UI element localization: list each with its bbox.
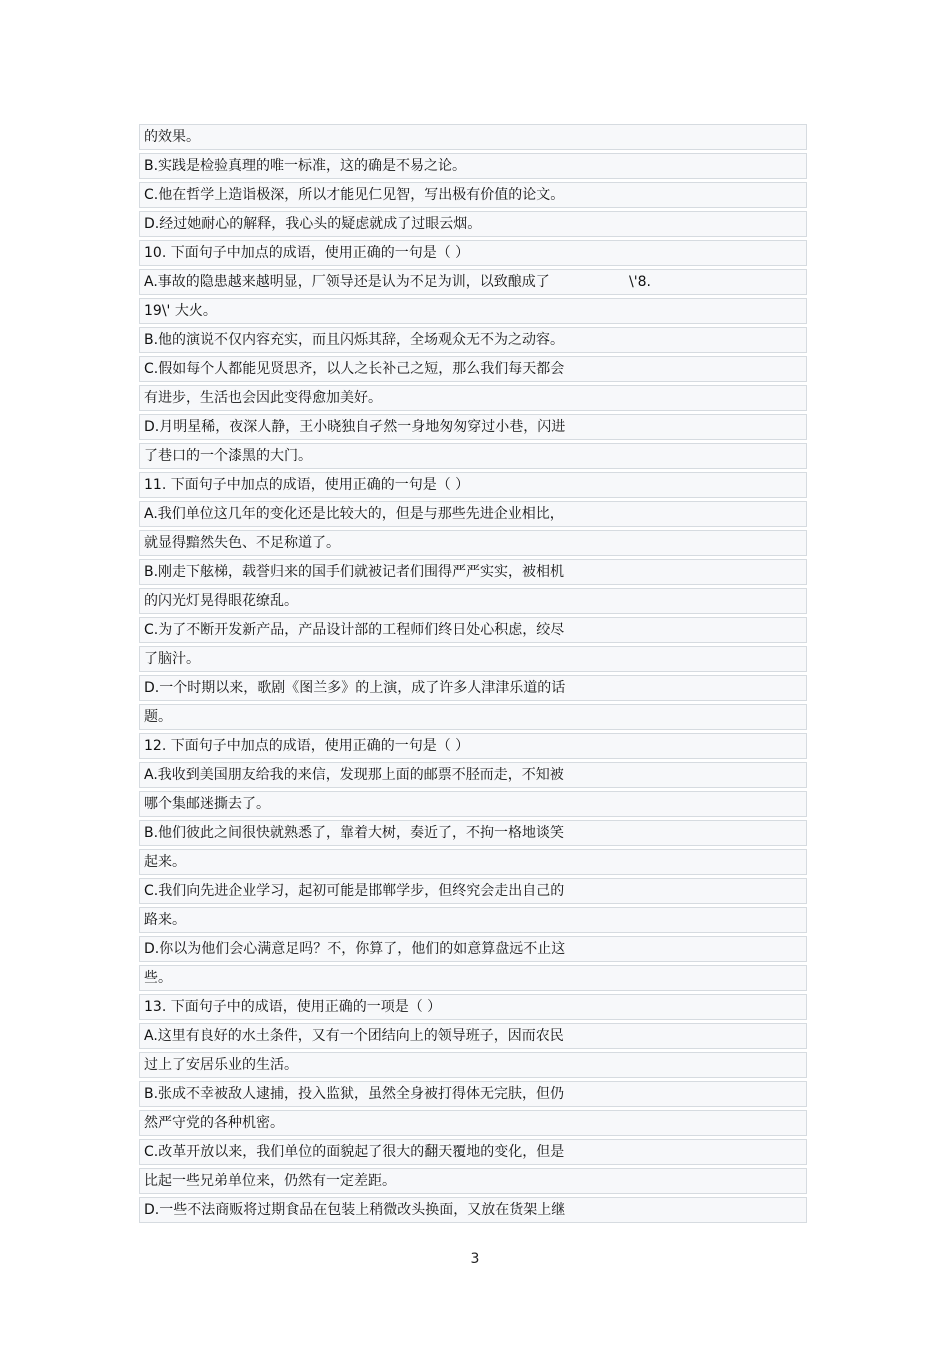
text-line [139,733,807,759]
line-text: 有进步，生活也会因此变得愈加美好。 [144,390,382,406]
text-line [139,965,807,991]
text-line [139,646,807,672]
text-line [139,269,807,295]
text-line [139,124,807,150]
line-text: 就显得黯然失色、不足称道了。 [144,535,340,551]
line-text: 过上了安居乐业的生活。 [144,1057,298,1073]
line-text: C.他在哲学上造诣极深，所以才能见仁见智，写出极有价值的论文。 [144,187,565,203]
text-line [139,994,807,1020]
text-line [139,356,807,382]
text-line [139,153,807,179]
line-text: C.我们向先进企业学习，起初可能是邯郸学步，但终究会走出自己的 [144,883,565,899]
line-text: B.实践是检验真理的唯一标准，这的确是不易之论。 [144,158,467,174]
line-text: D.一些不法商贩将过期食品在包装上稍微改头换面，又放在货架上继 [144,1202,566,1218]
text-line [139,907,807,933]
line-text: 了脑汁。 [144,651,200,667]
text-line [139,414,807,440]
text-line [139,385,807,411]
text-line [139,1168,807,1194]
text-line [139,472,807,498]
line-text: D.经过她耐心的解释，我心头的疑虑就成了过眼云烟。 [144,216,482,232]
text-line [139,443,807,469]
text-line [139,617,807,643]
text-line [139,820,807,846]
line-text: 10. 下面句子中加点的成语，使用正确的一句是（ ） [144,245,470,261]
text-line [139,211,807,237]
line-text: B.他们彼此之间很快就熟悉了，靠着大树，奏近了，不拘一格地谈笑 [144,825,565,841]
line-text: B.刚走下舷梯，载誉归来的国手们就被记者们围得严严实实，被相机 [144,564,565,580]
text-line [139,327,807,353]
text-line [139,849,807,875]
page-number: 3 [470,1251,480,1267]
text-line [139,675,807,701]
line-text: D.月明星稀，夜深人静，王小晓独自孑然一身地匆匆穿过小巷，闪进 [144,419,566,435]
text-line [139,762,807,788]
text-line [139,501,807,527]
text-line [139,1139,807,1165]
line-text: C.改革开放以来，我们单位的面貌起了很大的翻天覆地的变化，但是 [144,1144,565,1160]
line-text: A.我收到美国朋友给我的来信，发现那上面的邮票不胫而走，不知被 [144,767,564,783]
text-line [139,936,807,962]
line-text: 19\' 大火。 [144,303,217,319]
text-line [139,1023,807,1049]
text-line [139,298,807,324]
text-line [139,704,807,730]
line-text: 了巷口的一个漆黑的大门。 [144,448,312,464]
text-line [139,182,807,208]
text-line [139,559,807,585]
line-text: C.假如每个人都能见贤思齐，以人之长补己之短，那么我们每天都会 [144,361,565,377]
line-text: 些。 [144,970,172,986]
text-line [139,791,807,817]
line-text: 比起一些兄弟单位来，仍然有一定差距。 [144,1173,396,1189]
text-line [139,1197,807,1223]
line-text: A.事故的隐患越来越明显，厂领导还是认为不足为训，以致酿成了 [144,274,550,290]
text-line [139,588,807,614]
line-text: 的闪光灯晃得眼花缭乱。 [144,593,298,609]
line-text: B.张成不幸被敌人逮捕，投入监狱，虽然全身被打得体无完肤，但仍 [144,1086,565,1102]
line-text: B.他的演说不仅内容充实，而且闪烁其辞，全场观众无不为之动容。 [144,332,565,348]
line-text: 13. 下面句子中的成语，使用正确的一项是（ ） [144,999,442,1015]
line-text: 起来。 [144,854,186,870]
line-text: A.我们单位这几年的变化还是比较大的，但是与那些先进企业相比， [144,506,564,522]
line-text: 然严守党的各种机密。 [144,1115,284,1131]
line-text: 题。 [144,709,172,725]
line-text: 12. 下面句子中加点的成语，使用正确的一句是（ ） [144,738,470,754]
text-line [139,1081,807,1107]
text-line [139,530,807,556]
line-text: 路来。 [144,912,186,928]
text-lines [139,124,807,1226]
line-text: D.一个时期以来，歌剧《图兰多》的上演，成了许多人津津乐道的话 [144,680,566,696]
line-extra-text: \'8. [629,274,651,290]
line-text: 哪个集邮迷撕去了。 [144,796,270,812]
line-text: C.为了不断开发新产品，产品设计部的工程师们终日处心积虑，绞尽 [144,622,565,638]
text-line [139,240,807,266]
line-text: A.这里有良好的水土条件，又有一个团结向上的领导班子，因而农民 [144,1028,564,1044]
line-text: 的效果。 [144,129,200,145]
text-line [139,1110,807,1136]
text-line [139,878,807,904]
line-text: D.你以为他们会心满意足吗？不，你算了，他们的如意算盘远不止这 [144,941,566,957]
line-text: 11. 下面句子中加点的成语，使用正确的一句是（ ） [144,477,470,493]
text-line [139,1052,807,1078]
